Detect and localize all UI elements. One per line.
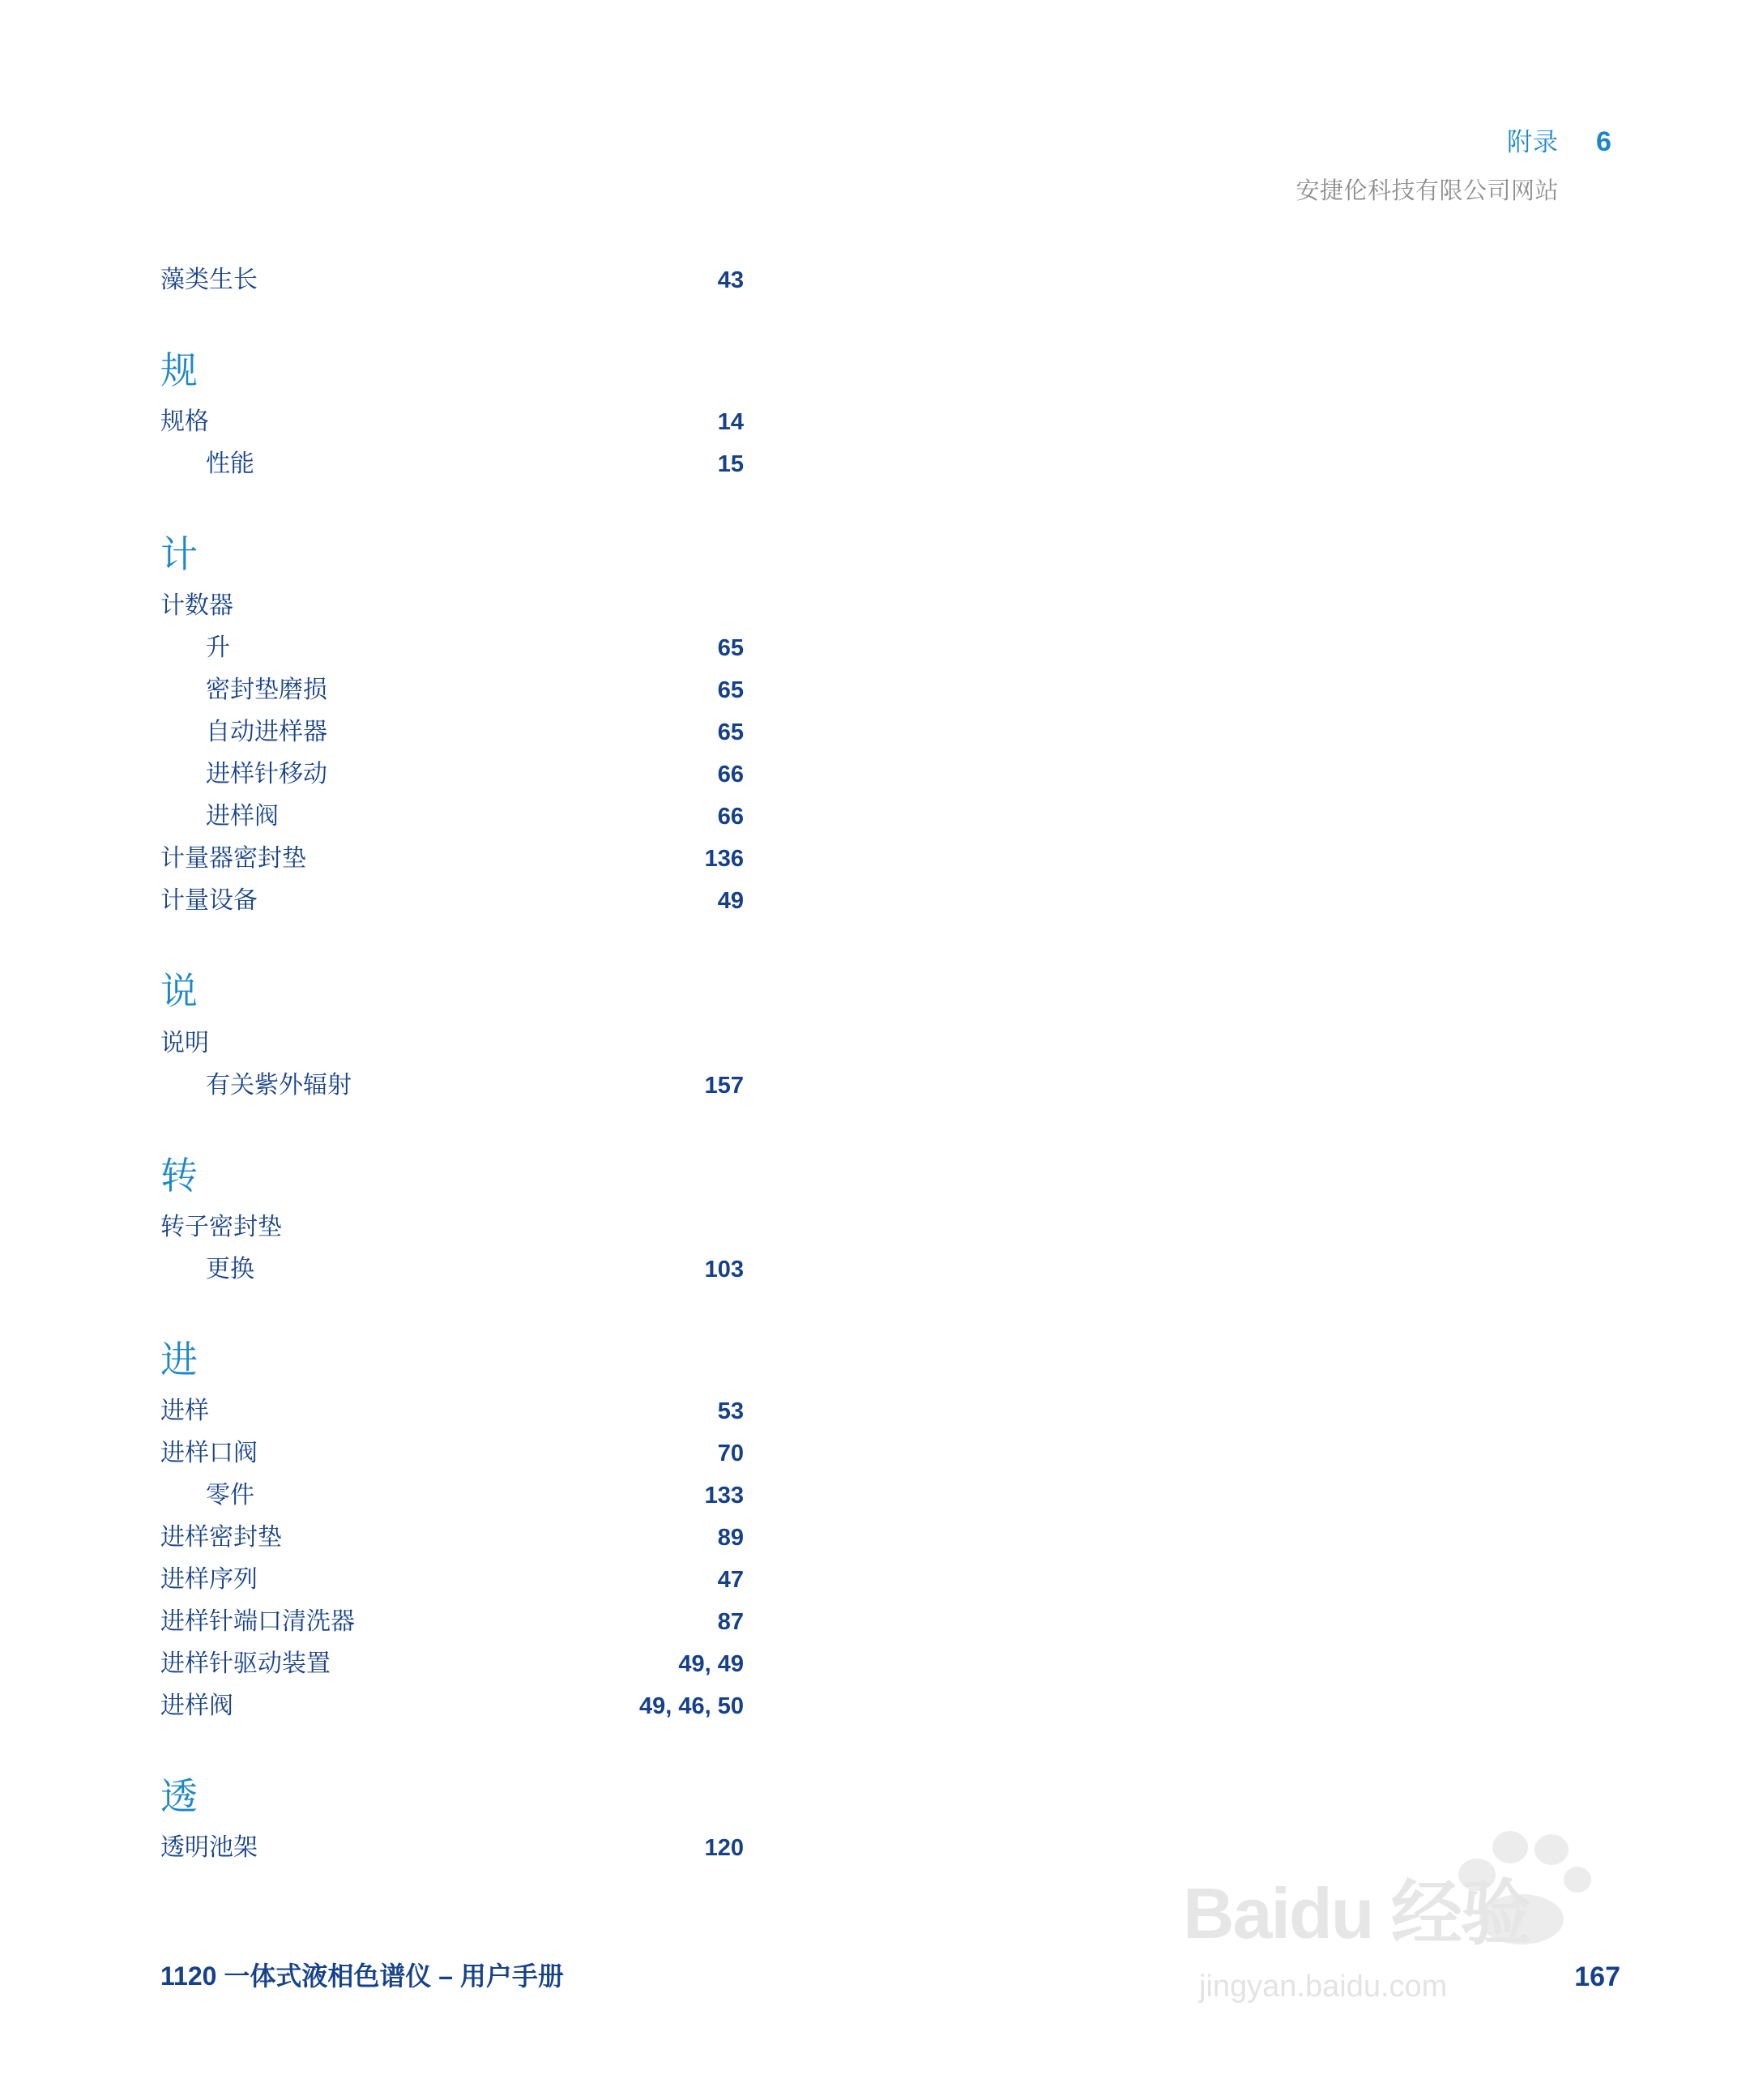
index-entry[interactable]: [160, 1685, 1214, 1727]
index-entry[interactable]: [160, 1517, 1214, 1559]
index-entry[interactable]: [160, 880, 1214, 922]
index-entry-label: 进样: [160, 1397, 209, 1424]
index-entry[interactable]: [160, 259, 1214, 301]
index-entry-label: 密封垫磨损: [206, 677, 327, 704]
index-entry-pages[interactable]: 15: [717, 451, 744, 478]
index-entry-pages[interactable]: 47: [717, 1566, 744, 1593]
index-entry-label: 规格: [160, 408, 209, 436]
index-entry-pages[interactable]: 157: [704, 1072, 744, 1099]
index-entry[interactable]: [160, 1475, 1214, 1517]
index-entry-label: 计量设备: [160, 887, 258, 915]
index-entry-label: 藻类生长: [160, 267, 258, 293]
index-entry-pages[interactable]: 87: [717, 1608, 744, 1635]
watermark-url: jingyan.baidu.com: [1199, 1970, 1448, 2004]
index-entry[interactable]: [160, 1206, 1214, 1248]
header-chapter-number: 6: [1596, 126, 1611, 157]
index-entry[interactable]: [160, 1022, 1214, 1065]
index-entry[interactable]: [160, 627, 1214, 669]
index-group-letter: 转: [160, 1154, 198, 1197]
index-entry-pages[interactable]: 65: [717, 677, 744, 704]
index-entry[interactable]: [160, 443, 1214, 485]
index-entry[interactable]: [160, 1248, 1214, 1291]
index-group-letter: 计: [160, 533, 198, 576]
index-entry-label: 进样序列: [160, 1565, 258, 1593]
index-entry-label: 转子密封垫: [160, 1213, 282, 1240]
index-content: [160, 259, 1214, 1869]
index-entry[interactable]: [160, 1432, 1214, 1475]
index-entry[interactable]: [160, 1390, 1214, 1432]
index-entry-pages[interactable]: 65: [717, 635, 744, 662]
index-entry-pages[interactable]: 49, 49: [678, 1650, 744, 1677]
index-entry[interactable]: [160, 838, 1214, 880]
index-entry-pages[interactable]: 133: [704, 1482, 744, 1509]
index-entry[interactable]: [160, 1643, 1214, 1685]
index-entry[interactable]: [160, 753, 1214, 796]
index-entry[interactable]: [160, 401, 1214, 443]
index-entry[interactable]: [160, 585, 1214, 627]
header-title-row: [891, 122, 1620, 158]
index-entry-label: 有关紫外辐射: [206, 1071, 352, 1099]
header-subtitle: 安捷伦科技有限公司网站: [1295, 178, 1559, 204]
index-entry-label: 进样针移动: [206, 761, 327, 788]
index-entry-label: 计数器: [160, 592, 233, 620]
index-entry-label: 自动进样器: [206, 719, 327, 746]
index-entry-pages[interactable]: 49, 46, 50: [639, 1692, 744, 1719]
index-entry-label: 进样阀: [206, 803, 279, 830]
index-entry-pages[interactable]: 65: [717, 719, 744, 746]
index-entry[interactable]: [160, 711, 1214, 753]
index-group-letter: 说: [160, 970, 198, 1013]
header-section-title: 附录: [1507, 128, 1559, 156]
index-entry-label: 进样针驱动装置: [160, 1650, 331, 1677]
index-entry-pages[interactable]: 103: [704, 1256, 744, 1283]
index-entry-pages[interactable]: 49: [717, 888, 744, 915]
index-entry-label: 进样阀: [160, 1692, 233, 1719]
page-footer: [160, 1956, 564, 1993]
paw-icon: [1450, 1825, 1588, 1938]
index-entry-label: 进样口阀: [160, 1439, 258, 1466]
index-entry-label: 进样密封垫: [160, 1523, 282, 1551]
index-entry-pages[interactable]: 43: [717, 267, 744, 293]
index-entry-pages[interactable]: 89: [717, 1524, 744, 1551]
index-group-letter: 透: [160, 1774, 198, 1817]
index-entry-pages[interactable]: 66: [717, 762, 744, 788]
index-entry-label: 进样针端口清洗器: [160, 1607, 355, 1635]
index-entry-pages[interactable]: 70: [717, 1440, 744, 1466]
index-entry[interactable]: [160, 1065, 1214, 1107]
index-entry-pages[interactable]: 66: [717, 804, 744, 830]
index-entry-label: 性能: [206, 450, 254, 478]
index-group-letter: 进: [160, 1338, 198, 1381]
index-entry[interactable]: [160, 1827, 1214, 1869]
watermark-brand: Baidu 经验: [1183, 1873, 1530, 1953]
index-entry[interactable]: [160, 1559, 1214, 1601]
index-entry[interactable]: [160, 796, 1214, 838]
index-entry-label: 零件: [206, 1481, 254, 1509]
index-entry-pages[interactable]: 14: [717, 409, 744, 436]
page-number: 167: [1574, 1961, 1620, 1992]
footer-model-number: 1120: [160, 1961, 217, 1991]
index-group-letter: 规: [160, 349, 198, 391]
index-entry-label: 说明: [160, 1029, 209, 1056]
index-entry-label: 升: [206, 634, 230, 662]
footer-document-title: 一体式液相色谱仪 – 用户手册: [224, 1961, 564, 1991]
index-entry-pages[interactable]: 136: [704, 846, 744, 873]
index-entry-pages[interactable]: 120: [704, 1835, 744, 1862]
index-entry-label: 计量器密封垫: [160, 845, 306, 873]
index-entry-pages[interactable]: 53: [717, 1398, 744, 1424]
index-entry-label: 透明池架: [160, 1834, 258, 1862]
index-entry[interactable]: [160, 669, 1214, 711]
index-entry[interactable]: [160, 1601, 1214, 1643]
index-entry-label: 更换: [206, 1255, 254, 1283]
page-header: [891, 122, 1620, 206]
watermark: [1183, 1825, 1637, 2011]
